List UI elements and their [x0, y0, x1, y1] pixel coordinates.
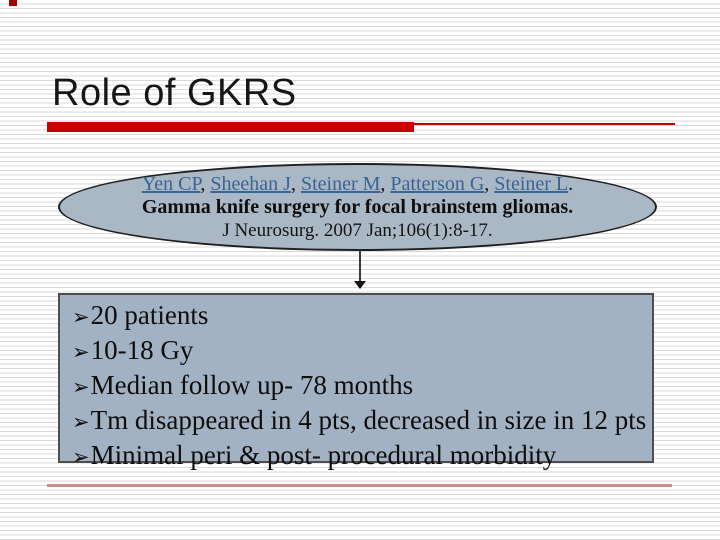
finding-item — [72, 369, 644, 404]
title-underline-thin-line — [414, 123, 675, 125]
findings-box — [58, 293, 654, 470]
author-link[interactable]: Yen CP — [141, 172, 201, 195]
title-underline-bar — [47, 122, 414, 132]
finding-item — [72, 299, 644, 334]
citation-ellipse — [58, 163, 657, 251]
finding-item-text: Median follow up- 78 months — [90, 370, 414, 400]
finding-item — [72, 334, 644, 369]
arrow-bullet-icon: ➢ — [72, 375, 90, 399]
author-link[interactable]: Sheehan J — [210, 172, 291, 195]
finding-item-text: 20 patients — [90, 300, 209, 330]
author-link[interactable]: Steiner L — [494, 172, 569, 195]
finding-item — [72, 439, 644, 474]
author-link[interactable]: Steiner M — [300, 172, 381, 195]
arrow-bullet-icon: ➢ — [72, 340, 90, 364]
citation-authors: Yen CP, Sheehan J, Steiner M, Patterson G, Steiner L. — [141, 172, 574, 195]
connector-arrow-head-icon — [354, 281, 366, 289]
footer-accent-line — [47, 484, 672, 487]
citation-paper-title: Gamma knife surgery for focal brainstem gliomas. — [141, 195, 574, 218]
finding-item-text: 10-18 Gy — [90, 335, 194, 365]
arrow-bullet-icon: ➢ — [72, 445, 90, 469]
finding-item-text: Tm disappeared in 4 pts, decreased in size in 12 pts — [90, 405, 647, 435]
finding-item — [72, 404, 647, 439]
finding-item-text: Minimal peri & post- procedural morbidity — [90, 440, 557, 470]
arrow-bullet-icon: ➢ — [72, 305, 90, 329]
author-link[interactable]: Patterson G — [390, 172, 485, 195]
corner-accent-square — [9, 0, 17, 6]
arrow-bullet-icon: ➢ — [72, 410, 90, 434]
citation-journal-ref: J Neurosurg. 2007 Jan;106(1):8-17. — [222, 219, 493, 241]
connector-arrow-stem — [359, 250, 361, 281]
page-title: Role of GKRS — [52, 72, 297, 114]
